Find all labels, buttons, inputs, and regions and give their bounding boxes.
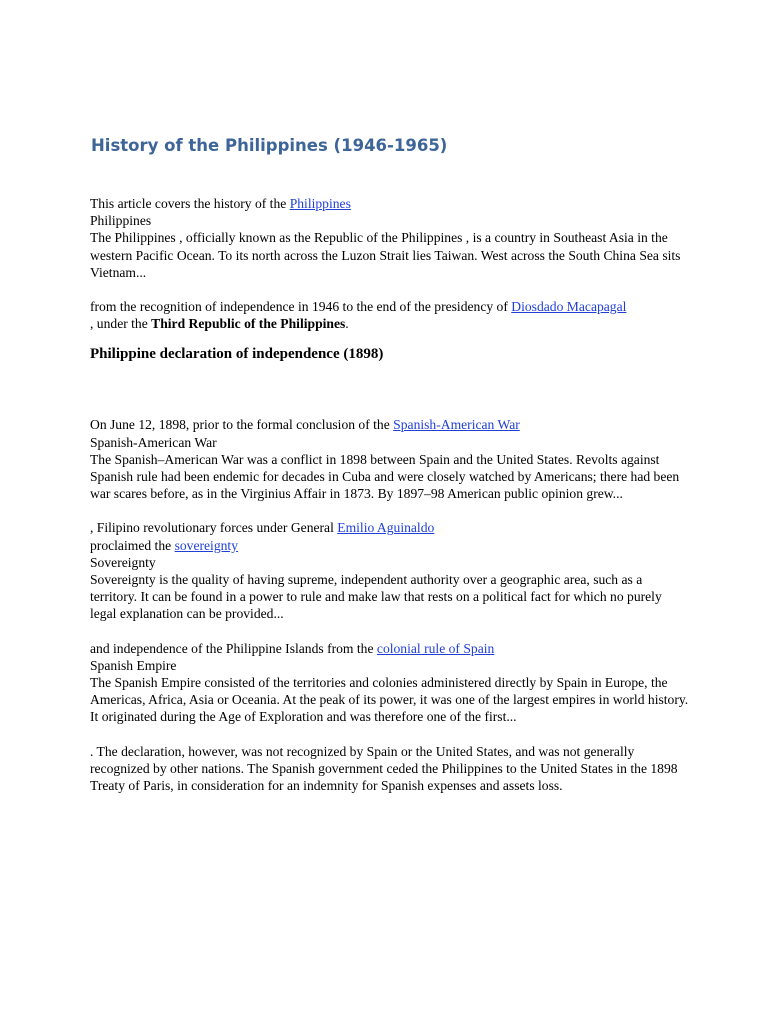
tooltip-title-spanish-empire: Spanish Empire (90, 657, 177, 673)
link-emilio-aguinaldo[interactable]: Emilio Aguinaldo (337, 520, 435, 536)
page-title: History of the Philippines (1946-1965) (91, 136, 448, 155)
link-spanish-american-war[interactable]: Spanish-American War (393, 417, 520, 433)
link-sovereignty[interactable]: sovereignty (174, 537, 238, 553)
tooltip-body-spanish-empire: The Spanish Empire consisted of the territories and colonies administered directly by Spain in Europe, the Americas, Africa, Asia or Oceania. At the peak of its power, it was one of the largest empires in world history. It originated during the Age of Exploration and was therefore one of the first... (90, 675, 689, 725)
paragraph-sovereignty: proclaimed the sovereignty (90, 537, 238, 553)
paragraph-colonial-rule: and independence of the Philippine Islands from the colonial rule of Spain (90, 640, 495, 656)
tooltip-title-sovereignty: Sovereignty (90, 554, 156, 570)
intro-republic-line: , under the Third Republic of the Philippines. (90, 316, 349, 332)
tooltip-title-war: Spanish-American War (90, 434, 217, 450)
tooltip-title-philippines: Philippines (90, 213, 152, 229)
link-diosdado-macapagal[interactable]: Diosdado Macapagal (511, 299, 627, 315)
link-philippines[interactable]: Philippines (289, 196, 351, 211)
tooltip-body-war: The Spanish–American War was a conflict in 1898 between Spain and the United States. Revolts against Spanish rule had been endemic for decades in Cuba and were closely watched by Americans; there had been war scares before, as in the Virginius Affair in 1873. By 1897–98 American public opinion grew... (90, 451, 680, 502)
tooltip-body-sovereignty: Sovereignty is the quality of having supreme, independent authority over a geographic area, such as a territory. It can be found in a power to rule and make law that rests on a political fact for which no purely legal explanation can be provided... (90, 572, 662, 622)
intro-continuation: from the recognition of independence in 1946 to the end of the presidency of Diosdado Macapagal (90, 299, 627, 315)
paragraph-war-intro: On June 12, 1898, prior to the formal conclusion of the Spanish-American War (90, 417, 520, 433)
article-body (90, 195, 690, 794)
intro-line: This article covers the history of the Philippines (90, 196, 351, 211)
section-heading: Philippine declaration of independence (1898) (90, 346, 384, 363)
link-colonial-rule-of-spain[interactable]: colonial rule of Spain (376, 640, 495, 656)
paragraph-aguinaldo: , Filipino revolutionary forces under General Emilio Aguinaldo (90, 520, 435, 536)
paragraph-declaration: . The declaration, however, was not recognized by Spain or the United States, and was not generally recognized by other nations. The Spanish government ceded the Philippines to the United States in the 1898 Treaty of Paris, in consideration for an indemnity for Spanish expenses and assets loss. (90, 743, 678, 794)
tooltip-body-philippines: The Philippines , officially known as the Republic of the Philippines , is a country in Southeast Asia in the western Pacific Ocean. To its north across the Luzon Strait lies Taiwan. West across the South China Sea sits Vietnam... (90, 230, 681, 280)
third-republic-bold: Third Republic of the Philippines (151, 316, 346, 332)
